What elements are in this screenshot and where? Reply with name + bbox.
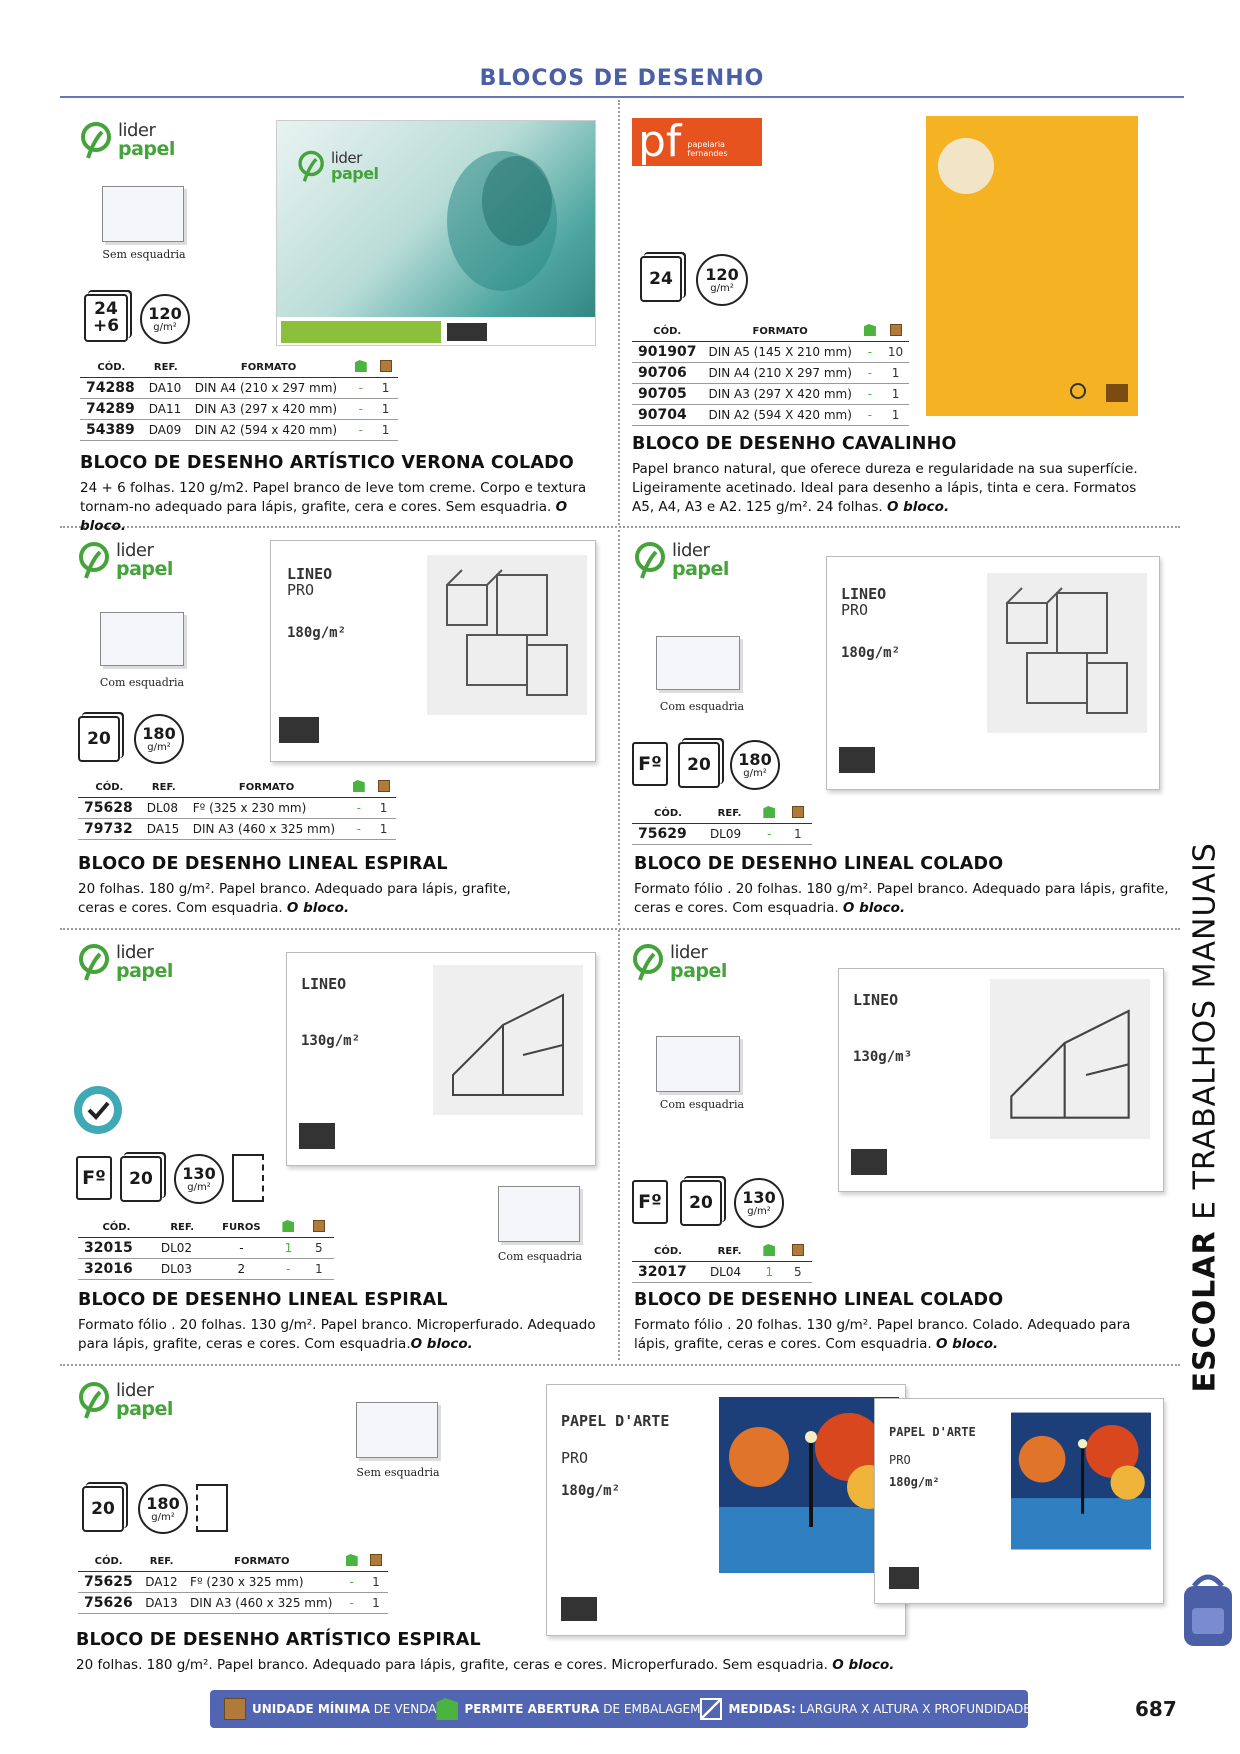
min-unit-box-icon xyxy=(364,1552,388,1572)
lineo-pro-product-image xyxy=(270,540,596,762)
min-unit-box-icon xyxy=(784,1242,812,1262)
barcode xyxy=(851,1149,887,1175)
cell-open: - xyxy=(348,420,373,441)
col-cod: CÓD. xyxy=(80,358,143,378)
cell-ref: DL08 xyxy=(141,798,187,819)
grammage-value: 130 xyxy=(742,1187,776,1207)
table-row xyxy=(78,1593,388,1614)
open-package-icon xyxy=(858,322,882,342)
cell-min: 1 xyxy=(882,363,909,384)
logo-line1: lider xyxy=(116,540,154,561)
grammage-badge xyxy=(174,1154,224,1204)
cell-cod: 32015 xyxy=(78,1238,155,1259)
sheet-count-icon xyxy=(678,742,720,788)
section-side-label xyxy=(1180,842,1223,1400)
grammage-unit: g/m² xyxy=(187,1181,211,1193)
cell-ref: DL04 xyxy=(704,1262,755,1283)
open-package-icon xyxy=(755,1242,783,1262)
cell-open: - xyxy=(858,384,882,405)
sheet-caption: Com esquadria xyxy=(659,700,745,713)
grammage-unit: g/m² xyxy=(153,321,177,333)
col-cod: CÓD. xyxy=(632,1242,704,1262)
cell-formato: DIN A3 (460 x 325 mm) xyxy=(184,1593,340,1614)
col-ref: REF. xyxy=(704,1242,755,1262)
row-divider xyxy=(60,928,1180,930)
cover-grammage: 180g/m² xyxy=(841,645,901,661)
logo-line1: lider xyxy=(116,1380,154,1401)
cell-min: 1 xyxy=(373,399,398,420)
sheet-count: 24 xyxy=(649,268,673,289)
min-unit-box-icon xyxy=(882,322,909,342)
cell-formato: Fº (325 x 230 mm) xyxy=(187,798,347,819)
cover-grammage: 180g/m² xyxy=(287,625,347,641)
logo-line1: lider xyxy=(672,540,710,561)
lider-papel-logo-icon xyxy=(78,942,112,982)
cell-ref: DA13 xyxy=(139,1593,184,1614)
cell-formato: DIN A2 (594 X 420 mm) xyxy=(702,405,857,426)
lider-papel-logo xyxy=(632,942,727,982)
cell-open: - xyxy=(348,399,373,420)
cell-ref: DA15 xyxy=(141,819,187,840)
paper-sample xyxy=(656,1036,740,1092)
sheet-count-icon xyxy=(84,294,128,342)
cell-ref: DA09 xyxy=(143,420,189,441)
lider-papel-logo xyxy=(78,540,173,580)
cell-open: - xyxy=(346,798,371,819)
open-package-icon xyxy=(755,804,783,824)
perforation-icon xyxy=(196,1484,228,1532)
logo-line2: papel xyxy=(116,1398,173,1420)
grammage-value: 180 xyxy=(146,1493,180,1513)
title-rule xyxy=(60,96,1184,98)
table-row xyxy=(78,1259,334,1280)
sheet-caption: Com esquadria xyxy=(99,676,185,689)
min-unit-box-icon xyxy=(373,358,398,378)
sheet-count-icon xyxy=(640,256,682,302)
product-title: BLOCO DE DESENHO ARTÍSTICO VERONA COLADO xyxy=(80,453,574,473)
open-package-icon xyxy=(273,1218,303,1238)
grammage-unit: g/m² xyxy=(710,282,734,294)
open-package-icon xyxy=(348,358,373,378)
lineo-product-image xyxy=(286,952,596,1166)
cell-ref: DA10 xyxy=(143,378,189,399)
desc-tail: O bloco. xyxy=(286,900,350,916)
cell-open: - xyxy=(348,378,373,399)
table-row xyxy=(78,1572,388,1593)
col-cod: CÓD. xyxy=(78,778,141,798)
cell-cod: 54389 xyxy=(80,420,143,441)
product-description xyxy=(634,880,1174,918)
min-unit-box-icon xyxy=(304,1218,334,1238)
product-description xyxy=(76,1656,976,1675)
product-title: BLOCO DE DESENHO LINEAL COLADO xyxy=(634,1290,1004,1310)
cell-formato: DIN A4 (210 X 297 mm) xyxy=(702,363,857,384)
cell-open: - xyxy=(346,819,371,840)
table-row xyxy=(632,363,909,384)
legend-min-unit xyxy=(224,1698,436,1720)
pf-logo-icon: pf xyxy=(638,116,682,167)
table-row xyxy=(80,399,398,420)
cell-cod: 90706 xyxy=(632,363,702,384)
legend-unit-rest: DE VENDA xyxy=(369,1702,437,1716)
min-unit-box-icon xyxy=(224,1698,246,1720)
format-label: Fº xyxy=(638,753,662,775)
desc-tail: O bloco. xyxy=(410,1336,473,1352)
legend-measures xyxy=(700,1698,1030,1720)
cavalinho-product-image xyxy=(926,116,1138,416)
cell-cod: 90705 xyxy=(632,384,702,405)
grammage-badge xyxy=(140,294,190,344)
paper-sample xyxy=(498,1186,580,1242)
product-description xyxy=(634,1316,1154,1354)
table-row xyxy=(632,824,812,845)
grammage-badge xyxy=(134,714,184,764)
page-title: BLOCOS DE DESENHO xyxy=(479,66,765,91)
product-table xyxy=(632,1242,812,1283)
lider-papel-logo-icon xyxy=(632,942,666,982)
cell-cod: 32017 xyxy=(632,1262,704,1283)
cell-ref: DL09 xyxy=(704,824,755,845)
col-ref: REF. xyxy=(155,1218,210,1238)
lineo-pro-product-image xyxy=(826,556,1160,790)
cover-title: LINEO xyxy=(287,565,333,583)
product-description xyxy=(80,479,610,536)
cell-cod: 75626 xyxy=(78,1593,139,1614)
cell-min: 1 xyxy=(882,405,909,426)
cell-formato: DIN A4 (210 x 297 mm) xyxy=(189,378,349,399)
desc-main: 20 folhas. 180 g/m². Papel branco. Adequado para lápis, grafite, ceras e cores. Microperfurado. Sem esquadria. xyxy=(76,1657,833,1673)
cover-grammage: 130g/m³ xyxy=(853,1049,913,1065)
cell-cod: 75628 xyxy=(78,798,141,819)
col-cod: CÓD. xyxy=(632,804,704,824)
legend-open-bold: PERMITE ABERTURA xyxy=(464,1702,600,1716)
col-cod: CÓD. xyxy=(632,322,702,342)
desc-tail: O bloco. xyxy=(80,499,568,534)
product-title: BLOCO DE DESENHO CAVALINHO xyxy=(632,434,957,454)
table-row xyxy=(632,384,909,405)
cell-open: - xyxy=(755,824,783,845)
table-row xyxy=(78,798,396,819)
cell-min: 1 xyxy=(784,824,812,845)
lider-papel-logo-icon xyxy=(634,540,668,580)
desc-tail: O bloco. xyxy=(935,1336,999,1352)
cell-ref: DA12 xyxy=(139,1572,184,1593)
product-table xyxy=(78,778,396,840)
verona-product-image xyxy=(276,120,596,346)
cell-min: 1 xyxy=(304,1259,334,1280)
cover-title: PAPEL D'ARTE xyxy=(561,1412,670,1430)
grammage-value: 180 xyxy=(738,749,772,769)
logo-line2: papel xyxy=(672,558,729,580)
grammage-badge xyxy=(734,1178,784,1228)
lider-papel-logo-icon xyxy=(78,540,112,580)
cell-formato: DIN A3 (297 X 420 mm) xyxy=(702,384,857,405)
cell-min: 5 xyxy=(304,1238,334,1259)
paper-sample xyxy=(656,636,740,690)
table-row xyxy=(632,405,909,426)
sheet-caption: Com esquadria xyxy=(659,1098,745,1111)
desc-main: Formato fólio . 20 folhas. 180 g/m². Papel branco. Adequado para lápis, grafite, ceras e cores. Com esquadria. xyxy=(634,881,1169,916)
cell-cod: 901907 xyxy=(632,342,702,363)
table-row xyxy=(78,1238,334,1259)
certified-check-icon xyxy=(72,1084,124,1136)
lider-papel-logo-icon xyxy=(78,1380,112,1420)
cell-min: 1 xyxy=(882,384,909,405)
desc-tail: O bloco. xyxy=(886,499,950,515)
open-package-icon xyxy=(436,1698,458,1720)
desc-tail: O bloco. xyxy=(842,900,906,916)
grammage-badge xyxy=(730,740,780,790)
lider-papel-logo-icon xyxy=(80,120,114,160)
cell-min: 1 xyxy=(364,1572,388,1593)
cell-min: 5 xyxy=(784,1262,812,1283)
cell-min: 1 xyxy=(373,378,398,399)
desc-tail: O bloco. xyxy=(832,1657,895,1673)
legend-open-rest: DE EMBALAGEM xyxy=(599,1702,701,1716)
backpack-icon xyxy=(1180,1568,1236,1648)
product-table xyxy=(632,322,909,426)
grammage-value: 120 xyxy=(705,264,739,284)
legend-measures-rest: LARGURA X ALTURA X PROFUNDIDADE xyxy=(795,1702,1031,1716)
grammage-value: 130 xyxy=(182,1163,216,1183)
cover-title: LINEO xyxy=(301,975,347,993)
sheet-count: 20 xyxy=(87,728,111,749)
col-ref: REF. xyxy=(141,778,187,798)
barcode xyxy=(561,1597,597,1621)
cell-formato: Fº (230 x 325 mm) xyxy=(184,1572,340,1593)
sheet-count: 20 xyxy=(687,754,711,775)
product-description xyxy=(78,1316,613,1354)
legend-unit-bold: UNIDADE MÍNIMA xyxy=(252,1702,370,1716)
cell-cod: 79732 xyxy=(78,819,141,840)
lider-papel-logo xyxy=(80,120,175,160)
desc-main: 20 folhas. 180 g/m². Papel branco. Adequado para lápis, grafite, ceras e cores. Com esquadria. xyxy=(78,881,511,916)
cell-cod: 74289 xyxy=(80,399,143,420)
cell-furos: 2 xyxy=(210,1259,274,1280)
product-table xyxy=(632,804,812,845)
logo-line2: papel xyxy=(670,960,727,982)
barcode xyxy=(279,717,319,743)
table-row xyxy=(632,1262,812,1283)
sheet-count-icon xyxy=(120,1156,162,1202)
paper-sample xyxy=(100,612,184,666)
table-row xyxy=(80,420,398,441)
desc-main: Formato fólio . 20 folhas. 130 g/m². Papel branco. Colado. Adequado para lápis, grafite, ceras e cores. Com esquadria. xyxy=(634,1317,1131,1352)
side-label-rest: E TRABALHOS MANUAIS xyxy=(1187,842,1223,1231)
cell-cod: 90704 xyxy=(632,405,702,426)
perforation-icon xyxy=(232,1154,264,1202)
desc-main: Papel branco natural, que oferece dureza e regularidade na sua superfície. Ligeiramente acetinado. Ideal para desenho a lápis, tinta e cera. Formatos A5, A4, A3 e A2. 125 g/m². 24 folhas. xyxy=(632,461,1138,515)
cell-open: - xyxy=(858,363,882,384)
cell-min: 1 xyxy=(373,420,398,441)
grammage-unit: g/m² xyxy=(147,741,171,753)
cell-cod: 75625 xyxy=(78,1572,139,1593)
legend-open-package xyxy=(436,1698,700,1720)
logo-line1: lider xyxy=(116,942,154,963)
legend-measures-bold: MEDIDAS: xyxy=(728,1702,796,1716)
cell-open: 1 xyxy=(755,1262,783,1283)
open-package-icon xyxy=(346,778,371,798)
table-row xyxy=(632,342,909,363)
col-formato: FORMATO xyxy=(187,778,347,798)
cell-min: 1 xyxy=(364,1593,388,1614)
table-row xyxy=(78,819,396,840)
row-divider xyxy=(60,1364,1180,1366)
barcode xyxy=(889,1567,919,1589)
cell-min: 10 xyxy=(882,342,909,363)
cover-title: LINEO xyxy=(853,991,899,1009)
min-unit-box-icon xyxy=(371,778,396,798)
cover-grammage: 180g/m² xyxy=(561,1483,621,1499)
grammage-badge xyxy=(138,1484,188,1534)
sheet-count: 20 xyxy=(91,1498,115,1519)
sheet-caption: Sem esquadria xyxy=(356,1466,440,1479)
cell-formato: DIN A3 (460 x 325 mm) xyxy=(187,819,347,840)
lider-papel-logo xyxy=(78,1380,173,1420)
grammage-badge xyxy=(696,254,748,306)
cover-title: LINEO xyxy=(841,585,887,603)
logo-line2: papel xyxy=(118,138,175,160)
paper-sample xyxy=(356,1402,438,1458)
col-formato: FORMATO xyxy=(702,322,857,342)
measures-icon xyxy=(700,1698,722,1720)
pf-logo xyxy=(632,118,762,166)
format-folio-icon xyxy=(632,1180,668,1224)
grammage-unit: g/m² xyxy=(151,1511,175,1523)
col-ref: REF. xyxy=(139,1552,184,1572)
cell-formato: DIN A2 (594 x 420 mm) xyxy=(189,420,349,441)
product-title: BLOCO DE DESENHO ARTÍSTICO ESPIRAL xyxy=(76,1630,481,1650)
cover-sub: PRO xyxy=(889,1453,911,1467)
table-row xyxy=(80,378,398,399)
logo-line1: lider xyxy=(670,942,708,963)
cell-formato: DIN A3 (297 x 420 mm) xyxy=(189,399,349,420)
sheet-count: 20 xyxy=(129,1168,153,1189)
col-formato: FORMATO xyxy=(184,1552,340,1572)
product-table xyxy=(78,1218,334,1280)
sheet-count-icon xyxy=(82,1486,124,1532)
lineo-product-image xyxy=(838,968,1164,1192)
format-label: Fº xyxy=(82,1167,106,1189)
col-ref: REF. xyxy=(704,804,755,824)
product-title: BLOCO DE DESENHO LINEAL COLADO xyxy=(634,854,1004,874)
cell-open: - xyxy=(340,1572,364,1593)
cover-sub: PRO xyxy=(287,581,315,599)
sheet-caption: Com esquadria xyxy=(497,1250,583,1263)
cover-grammage: 130g/m² xyxy=(301,1033,361,1049)
page-number: 687 xyxy=(1135,1697,1177,1721)
logo-line2: papel xyxy=(116,960,173,982)
cell-furos: - xyxy=(210,1238,274,1259)
column-divider xyxy=(618,530,620,925)
cell-min: 1 xyxy=(371,798,396,819)
format-folio-icon xyxy=(76,1156,112,1200)
cell-cod: 74288 xyxy=(80,378,143,399)
barcode xyxy=(839,747,875,773)
grammage-value: 120 xyxy=(148,303,182,323)
min-unit-box-icon xyxy=(784,804,812,824)
cell-min: 1 xyxy=(371,819,396,840)
sheet-caption: Sem esquadria xyxy=(102,248,186,261)
cover-logo-line1: lider xyxy=(331,149,362,167)
col-ref: REF. xyxy=(143,358,189,378)
col-formato: FORMATO xyxy=(189,358,349,378)
col-cod: CÓD. xyxy=(78,1552,139,1572)
sheet-count-icon xyxy=(78,716,120,762)
logo-line2: papel xyxy=(116,558,173,580)
grammage-unit: g/m² xyxy=(747,1205,771,1217)
cover-grammage: 180g/m² xyxy=(889,1475,940,1489)
papel-darte-product-image xyxy=(874,1398,1164,1604)
logo-line1: lider xyxy=(118,120,156,141)
cover-title: PAPEL D'ARTE xyxy=(889,1425,976,1439)
column-divider xyxy=(618,100,620,525)
pf-logo-text: papelaria fernandes xyxy=(687,140,728,158)
product-table xyxy=(80,358,398,441)
cell-cod: 75629 xyxy=(632,824,704,845)
cover-logo-line2: papel xyxy=(331,164,379,183)
cover-sub: PRO xyxy=(841,601,869,619)
col-furos: FUROS xyxy=(210,1218,274,1238)
format-label: Fº xyxy=(638,1191,662,1213)
cell-ref: DL02 xyxy=(155,1238,210,1259)
cell-open: - xyxy=(858,342,882,363)
cell-open: 1 xyxy=(273,1238,303,1259)
lider-papel-logo xyxy=(634,540,729,580)
sheet-count-icon xyxy=(680,1180,722,1226)
paper-sample xyxy=(102,186,184,242)
product-description xyxy=(632,460,1152,517)
legend-bar xyxy=(210,1690,1031,1728)
product-description xyxy=(78,880,518,918)
barcode xyxy=(299,1123,335,1149)
cell-open: - xyxy=(340,1593,364,1614)
cell-ref: DA11 xyxy=(143,399,189,420)
cell-ref: DL03 xyxy=(155,1259,210,1280)
cell-open: - xyxy=(858,405,882,426)
open-package-icon xyxy=(340,1552,364,1572)
cover-sub: PRO xyxy=(561,1449,589,1467)
side-label-bold: ESCOLAR xyxy=(1187,1230,1223,1393)
papel-darte-product-image xyxy=(546,1384,906,1636)
cell-cod: 32016 xyxy=(78,1259,155,1280)
desc-main: Formato fólio . 20 folhas. 130 g/m². Papel branco. Microperfurado. Adequado para lápis, grafite, ceras e cores. Com esquadria. xyxy=(78,1317,596,1352)
sheet-count: 20 xyxy=(689,1192,713,1213)
column-divider xyxy=(618,930,620,1360)
desc-main: 24 + 6 folhas. 120 g/m2. Papel branco de leve tom creme. Corpo e textura tornam-no adequado para lápis, grafite, cera e cores. Sem esquadria. xyxy=(80,480,587,515)
lider-papel-logo xyxy=(78,942,173,982)
grammage-unit: g/m² xyxy=(743,767,767,779)
product-table xyxy=(78,1552,388,1614)
grammage-value: 180 xyxy=(142,723,176,743)
cell-formato: DIN A5 (145 X 210 mm) xyxy=(702,342,857,363)
product-title: BLOCO DE DESENHO LINEAL ESPIRAL xyxy=(78,1290,448,1310)
col-cod: CÓD. xyxy=(78,1218,155,1238)
sheet-count: 24 +6 xyxy=(92,299,120,336)
product-title: BLOCO DE DESENHO LINEAL ESPIRAL xyxy=(78,854,448,874)
format-folio-icon xyxy=(632,742,668,786)
cell-open: - xyxy=(273,1259,303,1280)
